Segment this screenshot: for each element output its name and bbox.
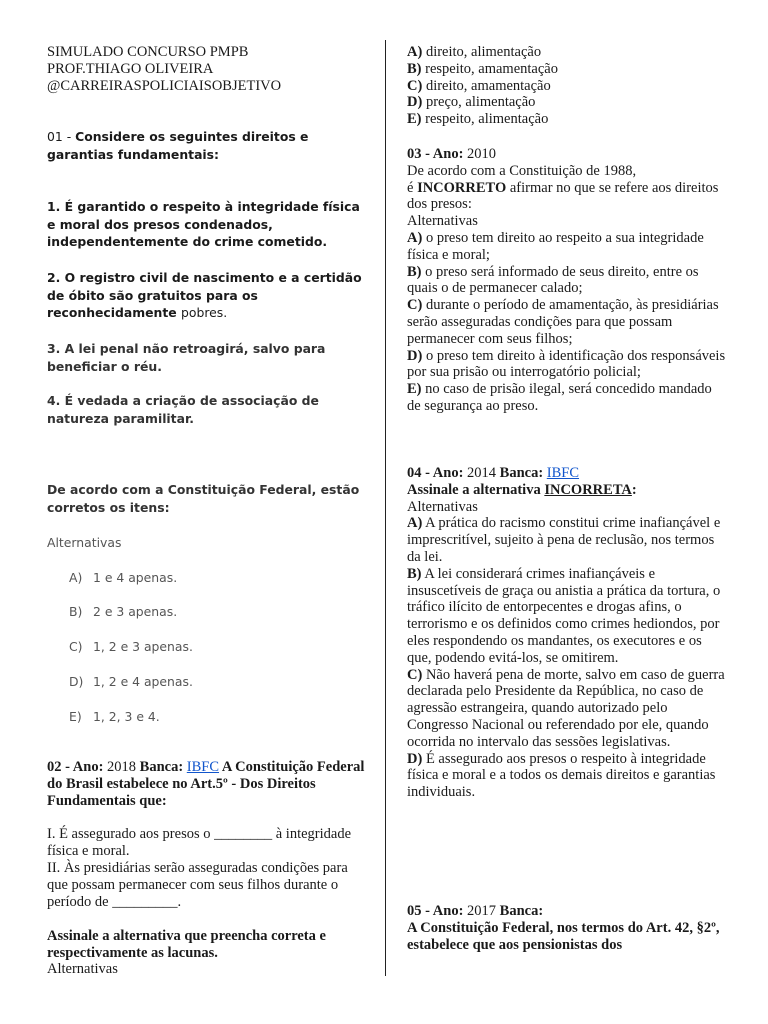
header-handle: @CARREIRASPOLICIAISOBJETIVO xyxy=(47,77,282,94)
q3-line1: De acordo com a Constituição de 1988, xyxy=(407,162,637,179)
q3-block xyxy=(407,146,727,415)
q2-item-2: II. Às presidiárias serão asseguradas condições para que possam permanecer com seus filhos durante o período de _________. xyxy=(47,860,348,910)
q1-item-2 xyxy=(47,269,365,322)
q2-instruction: Assinale a alternativa que preencha correta e respectivamente as lacunas. xyxy=(47,928,326,961)
q4-statement: Assinale a alternativa INCORRETA: xyxy=(407,481,637,498)
q2-banca-label: Banca: xyxy=(139,759,184,775)
q4-alternatives-label: Alternativas xyxy=(407,498,478,515)
q1-item-2-end: pobres. xyxy=(181,305,228,320)
q5-title: A Constituição Federal, nos termos do Art. 42, §2º, estabelece que aos pensionistas dos xyxy=(407,919,720,953)
q4-option-c[interactable]: C) Não haverá pena de morte, salvo em caso de guerra declarada pelo Presidente da República, no caso de agressão estrangeira, quando autorizado pelo Congresso Nacional ou referendado por ele, quando ocorrida no intervalo das sessões legislativas. xyxy=(407,666,725,750)
q3-option-b[interactable]: B) o preso será informado de seus direito, entre os quais o de permanecer calado; xyxy=(407,263,699,297)
q3-option-c[interactable]: C) durante o período de amamentação, às presidiárias serão asseguradas condições para que possam permanecer com seus filhos; xyxy=(407,297,719,347)
q1-option-d[interactable]: D) 1, 2 e 4 apenas. xyxy=(69,674,193,689)
q2-option-c[interactable]: C) direito, amamentação xyxy=(407,77,551,94)
q4-option-d[interactable]: D) É assegurado aos presos o respeito à integridade física e moral e a todos os demais direitos e garantias individuais. xyxy=(407,750,716,801)
q1-question: De acordo com a Constituição Federal, estão corretos os itens: xyxy=(47,482,360,515)
q3-alternatives-label: Alternativas xyxy=(407,213,478,230)
q3-option-a[interactable]: A) o preso tem direito ao respeito a sua integridade física e moral; xyxy=(407,229,704,263)
q4-banca-link[interactable]: IBFC xyxy=(546,465,580,481)
q2-options xyxy=(407,44,727,128)
q3-option-e[interactable]: E) no caso de prisão ilegal, será concedido mandado de segurança ao preso. xyxy=(407,381,712,414)
q1-item-2-text: 2. O registro civil de nascimento e a certidão de óbito são gratuitos para os reconhecidamente xyxy=(47,270,362,320)
q5-heading: 05 - Ano: 2017 Banca: xyxy=(407,903,544,919)
q4-heading: 04 - Ano: 2014 Banca: IBFC xyxy=(407,465,580,481)
q2-option-e[interactable]: E) respeito, alimentação xyxy=(407,111,549,128)
q2-alternatives-label: Alternativas xyxy=(47,961,118,977)
q2-number: 02 - Ano: xyxy=(47,759,104,775)
q3-option-d[interactable]: D) o preso tem direito à identificação dos responsáveis por sua prisão ou interrogatório policial; xyxy=(407,347,726,381)
q3-heading: 03 - Ano: 2010 xyxy=(407,146,497,162)
q1-option-e[interactable]: E) 1, 2, 3 e 4. xyxy=(69,709,160,724)
q5-block xyxy=(407,903,727,953)
q3-statement: é INCORRETO afirmar no que se refere aos direitos dos presos: xyxy=(407,179,719,213)
q1-alternatives-label: Alternativas xyxy=(47,535,122,550)
q2-year: 2018 xyxy=(103,759,140,775)
q4-block xyxy=(407,465,727,801)
q2-item-1: I. É assegurado aos presos o ________ à integridade física e moral. xyxy=(47,826,352,859)
q2-heading xyxy=(47,759,365,809)
header-title: SIMULADO CONCURSO PMPB xyxy=(47,44,249,60)
q2-option-d[interactable]: D) preço, alimentação xyxy=(407,94,536,111)
header-author: PROF.THIAGO OLIVEIRA xyxy=(47,60,214,77)
q1-item-3: 3. A lei penal não retroagirá, salvo para beneficiar o réu. xyxy=(47,341,326,374)
q1-option-c[interactable]: C) 1, 2 e 3 apenas. xyxy=(69,639,193,654)
q2-option-a[interactable]: A) direito, alimentação xyxy=(407,44,542,60)
column-divider xyxy=(385,40,386,976)
q1-item-4: 4. É vedada a criação de associação de natureza paramilitar. xyxy=(47,393,319,426)
q1-intro-text: Considere os seguintes direitos e garantias fundamentais: xyxy=(47,129,309,162)
q2-banca-link[interactable]: IBFC xyxy=(186,759,220,775)
q1-intro xyxy=(47,128,365,163)
q1-number: 01 - xyxy=(47,129,76,144)
q1-item-1: 1. É garantido o respeito à integridade física e moral dos presos condenados, independentemente do crime cometido. xyxy=(47,199,360,249)
q1-option-a[interactable]: A) 1 e 4 apenas. xyxy=(69,570,178,585)
q1-option-b[interactable]: B) 2 e 3 apenas. xyxy=(69,604,178,619)
q2-title: A Constituição Federal do Brasil estabelece no Art.5º - Dos Direitos Fundamentais que: xyxy=(47,759,365,809)
q4-option-b[interactable]: B) A lei considerará crimes inafiançáveis e insuscetíveis de graça ou anistia a prática da tortura, o tráfico ilícito de entorpecentes e drogas afins, o terrorismo e os definidos como crimes hediondos, por eles respondendo os mandantes, os executores e os que, podendo evitá-los, se omitirem. xyxy=(407,565,721,666)
q2-option-b[interactable]: B) respeito, amamentação xyxy=(407,60,558,77)
document-header xyxy=(47,44,365,94)
q4-option-a[interactable]: A) A prática do racismo constitui crime inafiançável e imprescritível, sujeito à pena de reclusão, nos termos da lei. xyxy=(407,515,721,565)
